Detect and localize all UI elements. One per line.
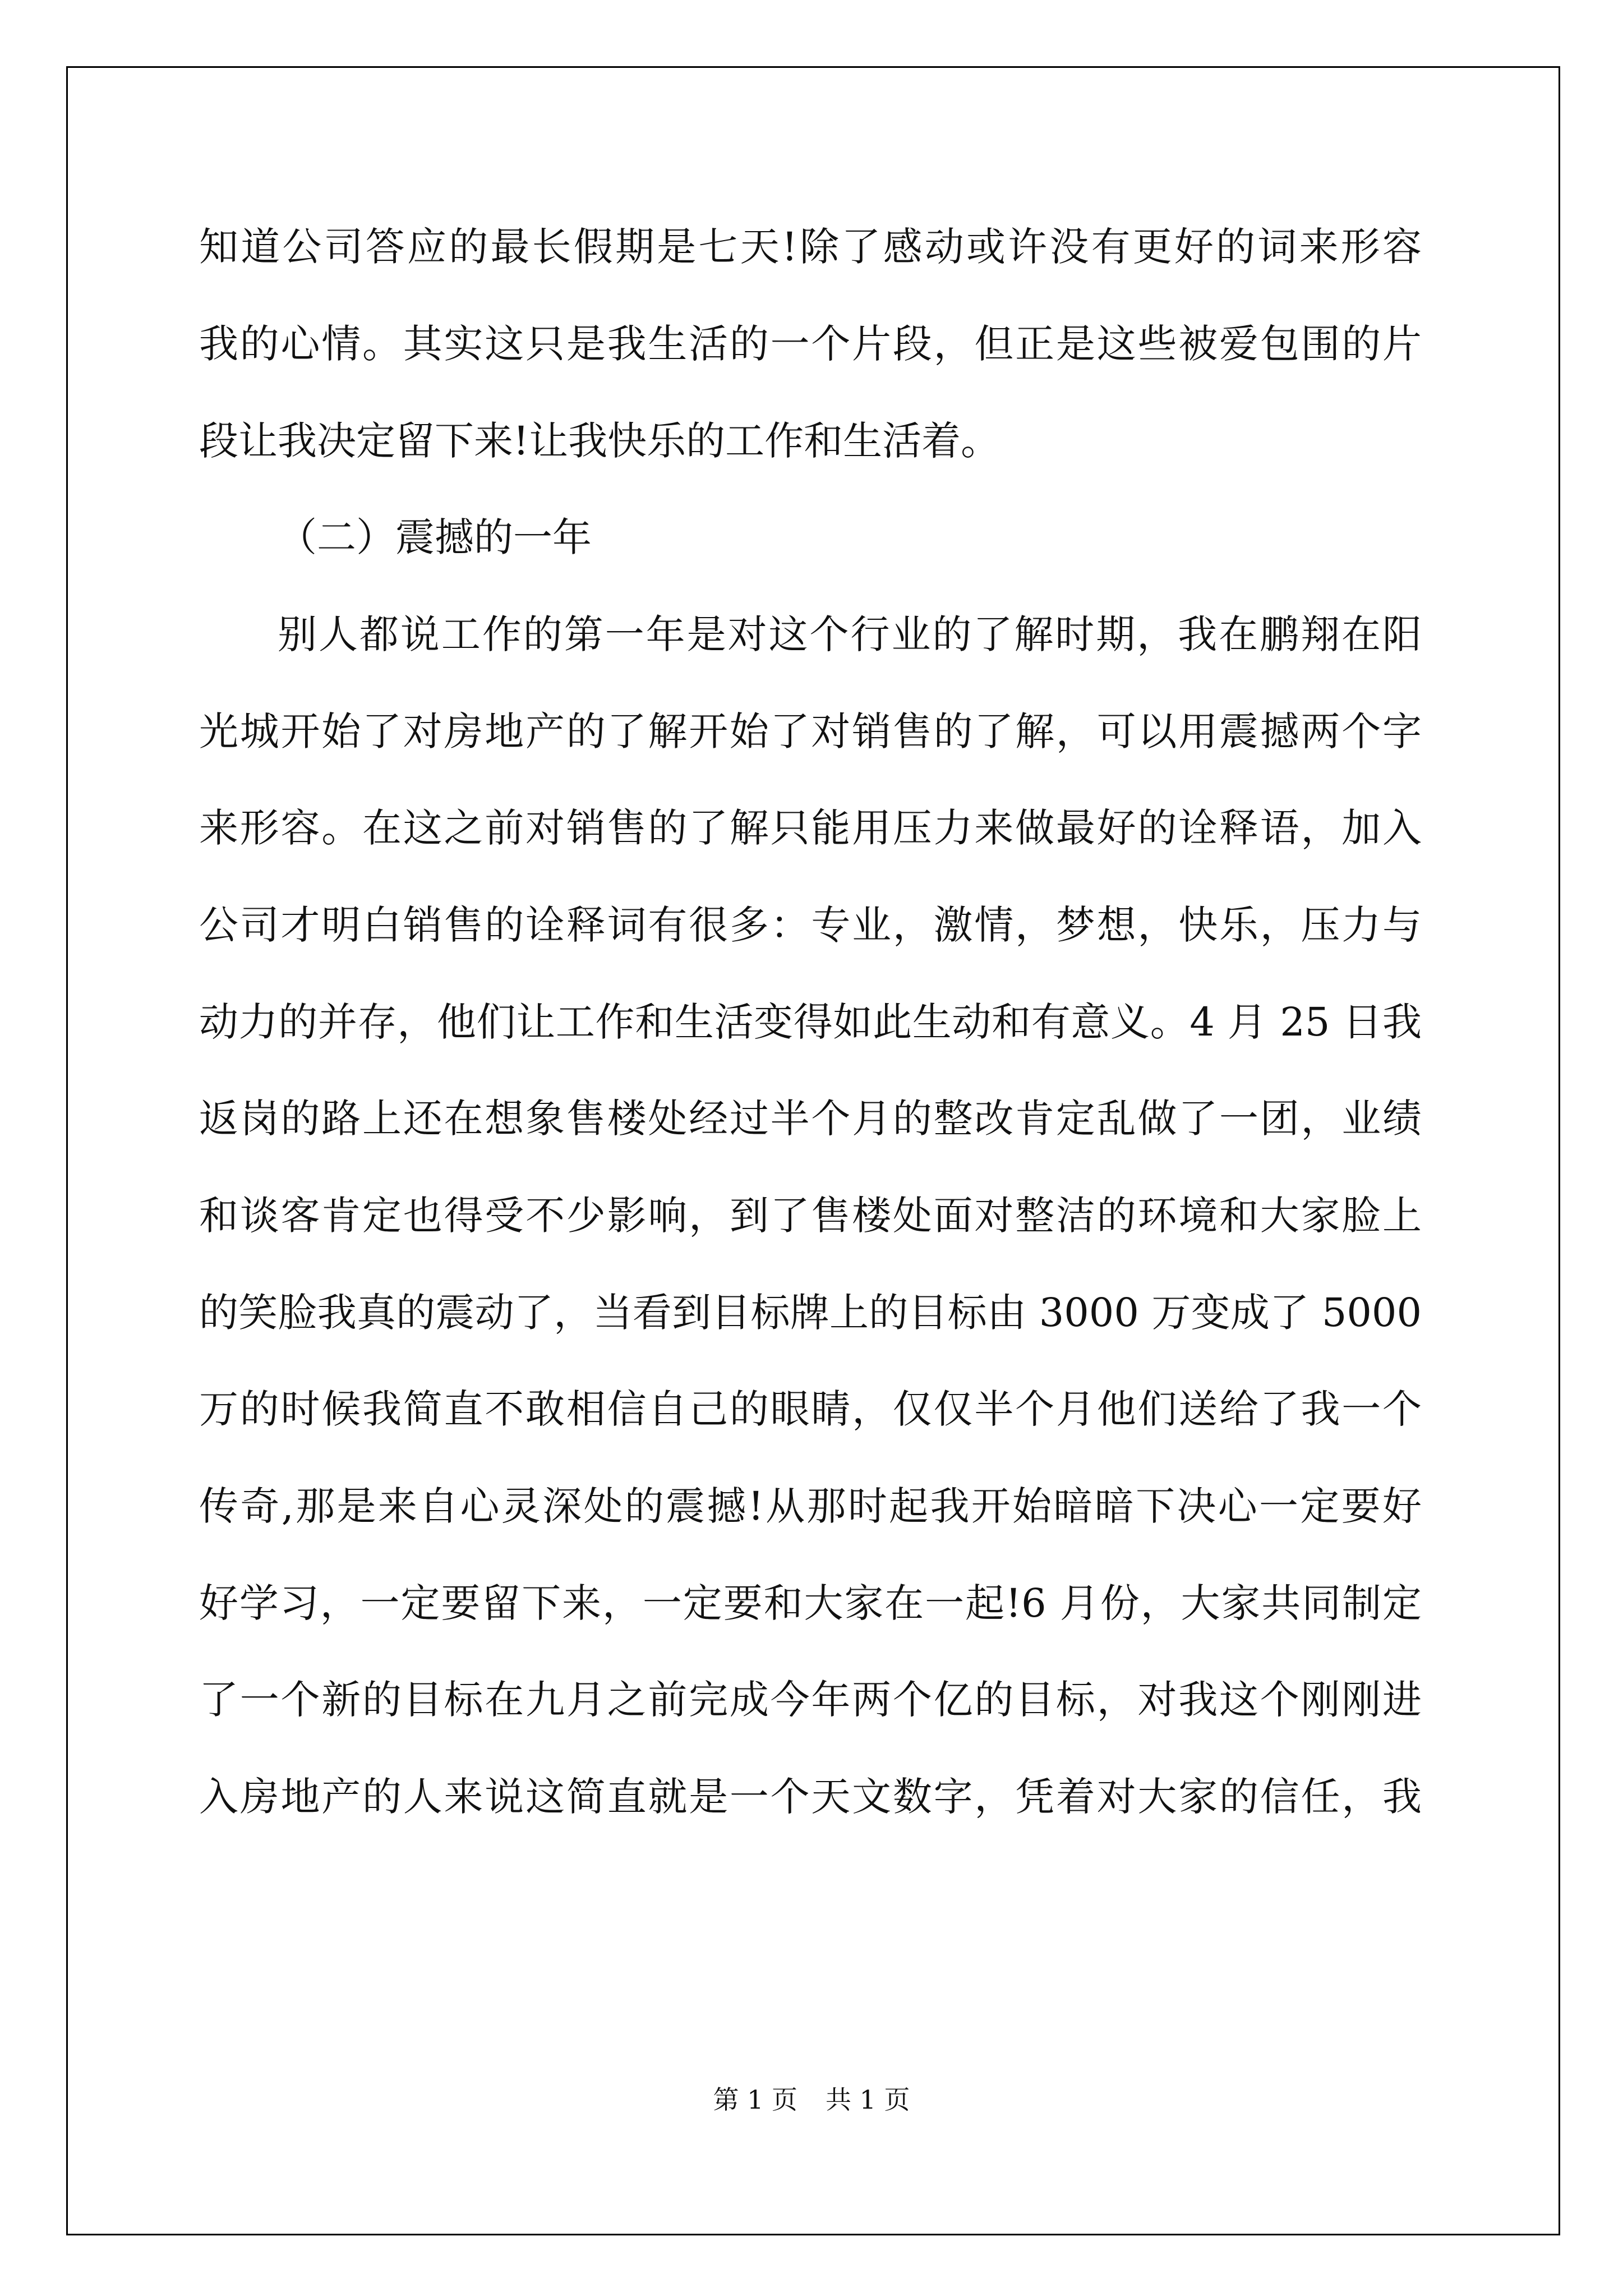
page-footer: [0, 2083, 1623, 2116]
body-text-line: 的笑脸我真的震动了，当看到目标牌上的目标由 3000 万变成了 5000: [199, 1290, 1422, 1336]
page-total: 共 1 页: [826, 2085, 910, 2115]
body-text-line: 知道公司答应的最长假期是七天!除了感动或许没有更好的词来形容: [199, 224, 1422, 270]
body-text-line: 光城开始了对房地产的了解开始了对销售的了解，可以用震撼两个字: [199, 708, 1422, 754]
body-text-line: 返岗的路上还在想象售楼处经过半个月的整改肯定乱做了一团，业绩: [199, 1096, 1422, 1142]
body-text-line: 万的时候我简直不敢相信自己的眼睛，仅仅半个月他们送给了我一个: [199, 1386, 1422, 1432]
body-text-line: 公司才明白销售的诠释词有很多：专业，激情，梦想，快乐，压力与: [199, 902, 1422, 948]
page-number: 第 1 页: [713, 2085, 797, 2115]
body-text-line: 来形容。在这之前对销售的了解只能用压力来做最好的诠释语，加入: [199, 805, 1422, 851]
page-border: [66, 66, 1560, 2235]
body-text-line: 了一个新的目标在九月之前完成今年两个亿的目标，对我这个刚刚进: [199, 1677, 1422, 1723]
body-text-line: 我的心情。其实这只是我生活的一个片段，但正是这些被爱包围的片: [199, 321, 1422, 367]
body-text-line: 段让我决定留下来!让我快乐的工作和生活着。: [199, 418, 1000, 464]
body-text-line: 传奇,那是来自心灵深处的震撼!从那时起我开始暗暗下决心一定要好: [199, 1483, 1422, 1529]
body-text-line: 好学习，一定要留下来，一定要和大家在一起!6 月份，大家共同制定: [199, 1580, 1422, 1626]
body-text-line: 和谈客肯定也得受不少影响，到了售楼处面对整洁的环境和大家脸上: [199, 1193, 1422, 1239]
body-text-line: 动力的并存，他们让工作和生活变得如此生动和有意义。4 月 25 日我: [199, 999, 1422, 1045]
body-text-line: 别人都说工作的第一年是对这个行业的了解时期，我在鹏翔在阳: [278, 611, 1422, 657]
section-heading: （二）震撼的一年: [278, 514, 592, 560]
body-text-line: 入房地产的人来说这简直就是一个天文数字，凭着对大家的信任，我: [199, 1774, 1422, 1820]
